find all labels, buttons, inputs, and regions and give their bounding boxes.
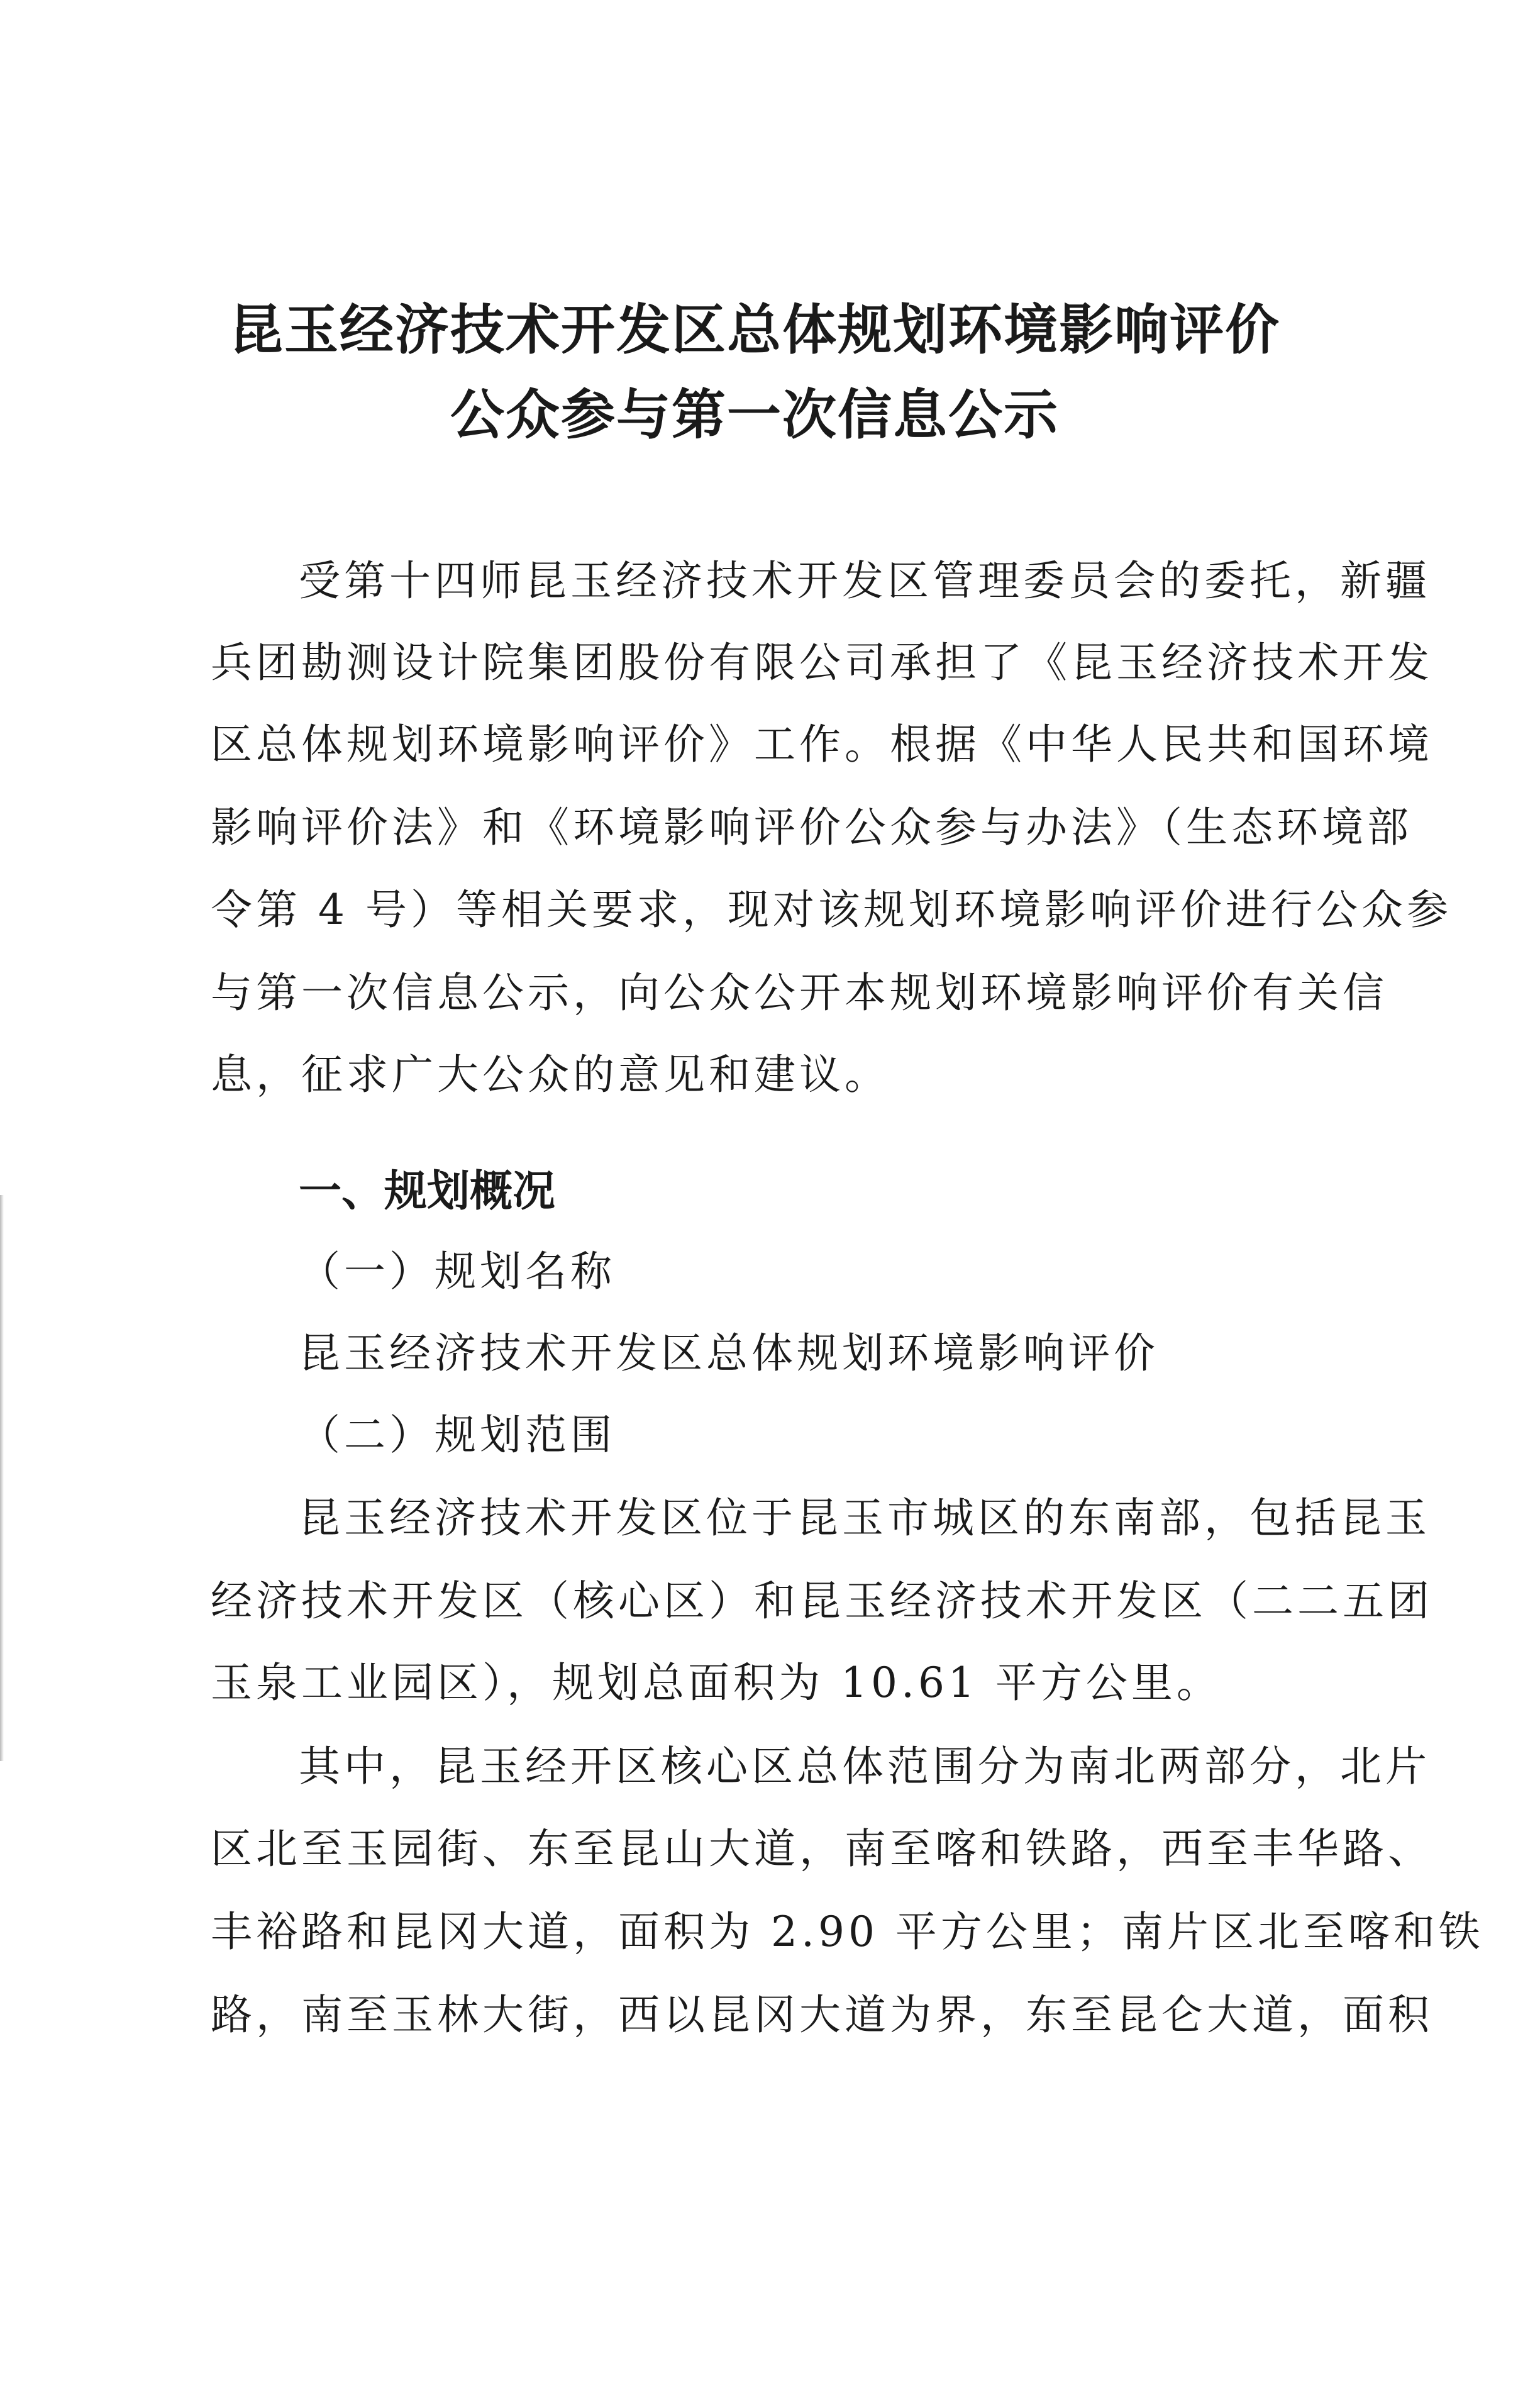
intro-line: 影响评价法》和《环境影响评价公众参与办法》（生态环境部: [211, 803, 1412, 852]
intro-line: 受第十四师昆玉经济技术开发区管理委员会的委托，新疆: [299, 557, 1431, 605]
scope-line: 区北至玉园街、东至昆山大道，南至喀和铁路，西至丰华路、: [211, 1825, 1433, 1873]
document-title-line1: 昆玉经济技术开发区总体规划环境影响评价: [229, 299, 1280, 362]
subsection-heading: （二）规划范围: [299, 1411, 616, 1459]
scan-shadow: [0, 1195, 4, 1761]
subsection-heading: （一）规划名称: [299, 1247, 616, 1296]
scope-line: 路，南至玉林大街，西以昆冈大道为界，东至昆仑大道，面积: [211, 1991, 1433, 2039]
section-heading: 一、规划概况: [299, 1167, 556, 1216]
scope-line: 玉泉工业园区），规划总面积为 10.61 平方公里。: [211, 1659, 1222, 1707]
intro-line: 兵团勘测设计院集团股份有限公司承担了《昆玉经济技术开发: [211, 638, 1433, 687]
scope-line: 丰裕路和昆冈大道，面积为 2.90 平方公里；南片区北至喀和铁: [211, 1908, 1484, 1956]
document-title-line2: 公众参与第一次信息公示: [450, 384, 1059, 447]
plan-name-text: 昆玉经济技术开发区总体规划环境影响评价: [299, 1329, 1159, 1377]
intro-line: 令第 4 号）等相关要求，现对该规划环境影响评价进行公众参: [211, 886, 1452, 934]
scope-line: 昆玉经济技术开发区位于昆玉市城区的东南部，包括昆玉: [299, 1494, 1431, 1542]
intro-line: 息，征求广大公众的意见和建议。: [211, 1050, 890, 1099]
scope-line: 其中，昆玉经开区核心区总体范围分为南北两部分，北片: [299, 1742, 1431, 1791]
intro-line: 与第一次信息公示，向公众公开本规划环境影响评价有关信: [211, 969, 1388, 1017]
intro-line: 区总体规划环境影响评价》工作。根据《中华人民共和国环境: [211, 720, 1433, 769]
scope-line: 经济技术开发区（核心区）和昆玉经济技术开发区（二二五团: [211, 1577, 1433, 1625]
